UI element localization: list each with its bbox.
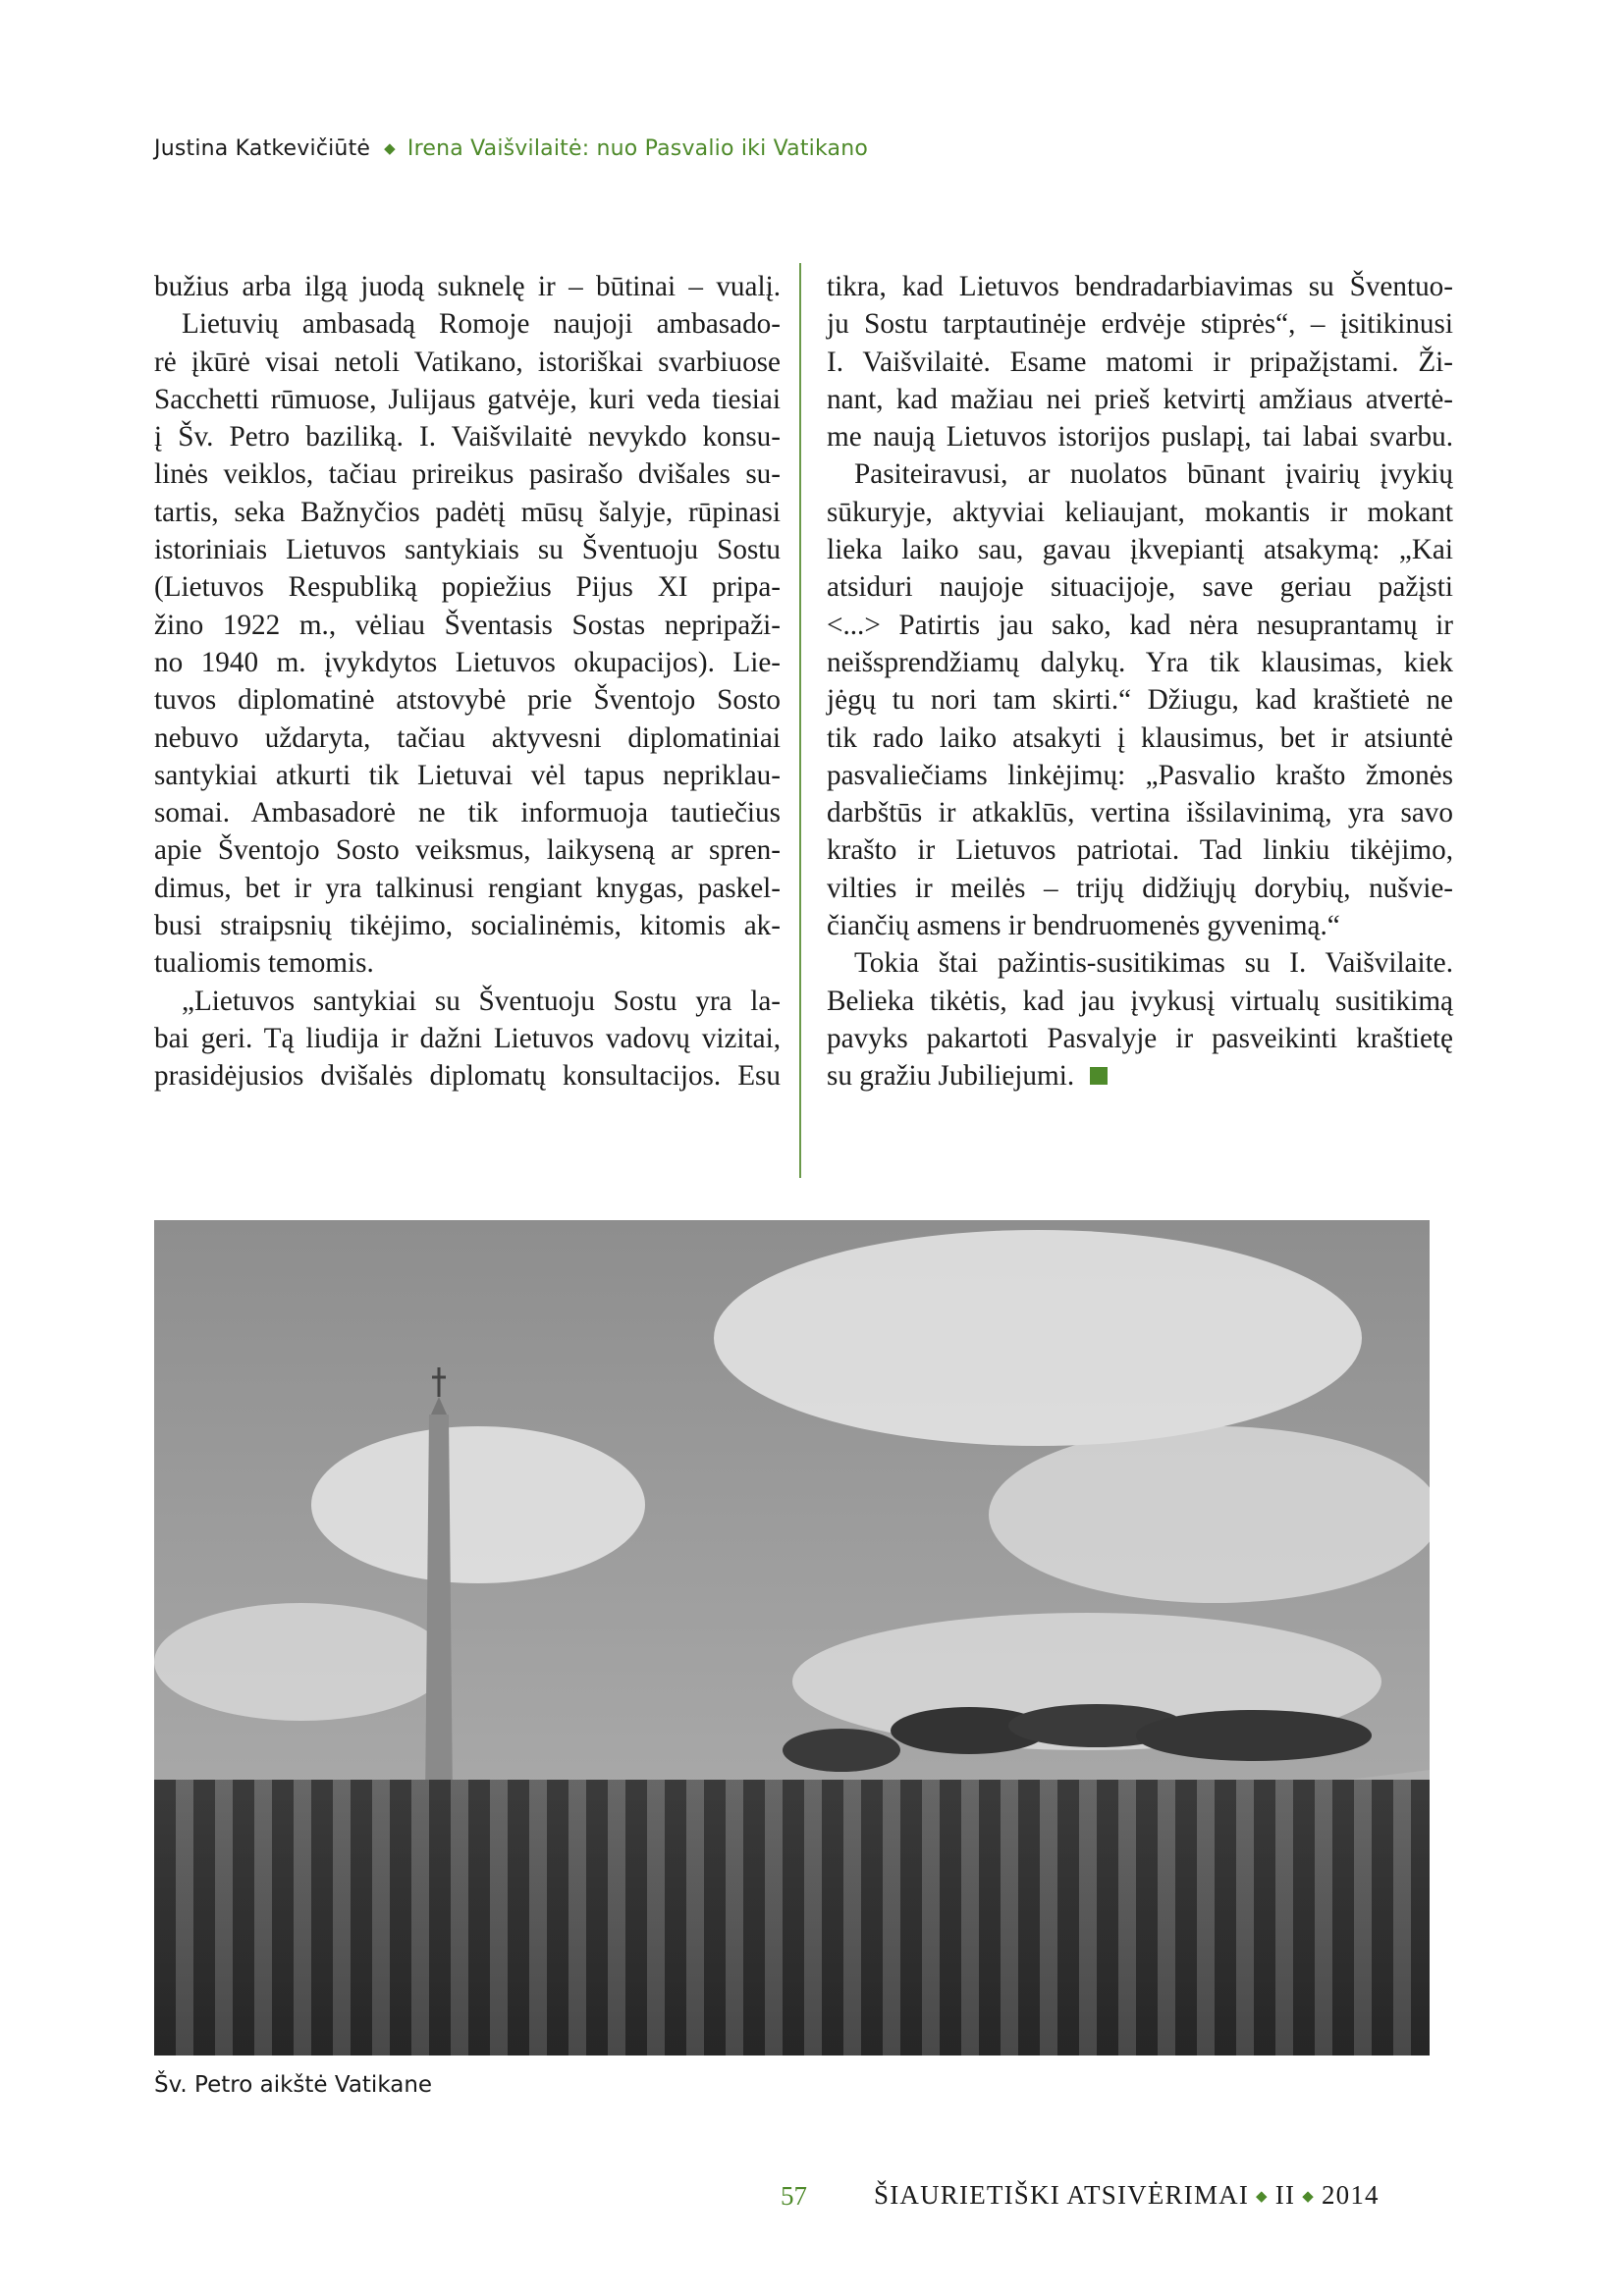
text-line: I. Vaišvilaitė. Esame matomi ir pripažįstami. Ži-	[827, 346, 1453, 378]
st-peters-square-photo	[154, 1220, 1430, 2056]
text-line: linės veiklos, tačiau prireikus pasirašo dvišales su-	[154, 458, 781, 491]
text-line: <...> Patirtis jau sako, kad nėra nesuprantamų ir	[827, 609, 1453, 641]
text-line: tartis, seka Bažnyčios padėtį mūsų šalyje, rūpinasi	[154, 496, 781, 528]
text-line: Lietuvių ambasadą Romoje naujoji ambasado-	[182, 308, 781, 341]
journal-issue: II	[1274, 2180, 1296, 2210]
diamond-icon: ◆	[384, 139, 396, 157]
text-line-final	[827, 1057, 1453, 1095]
text-line: Tokia štai pažintis-susitikimas su I. Vaišvilaite.	[854, 947, 1453, 980]
left-text-column	[154, 268, 781, 1095]
text-line: apie Šventojo Sosto veiksmus, laikyseną ar spren-	[154, 834, 781, 867]
text-line: į Šv. Petro baziliką. I. Vaišvilaitė nevykdo konsu-	[154, 421, 781, 454]
header-article-title: Irena Vaišvilaitė: nuo Pasvalio iki Vatikano	[406, 136, 868, 161]
text-line: pasvaliečiams linkėjimų: „Pasvalio krašto žmonės	[827, 759, 1453, 791]
text-line: tuvos diplomatinė atstovybė prie Šventojo Sosto	[154, 684, 781, 717]
text-line: nant, kad mažiau nei prieš ketvirtį amžiaus atvertė-	[827, 383, 1453, 415]
text-line: darbštūs ir atkaklūs, vertina išsilavinimą, yra savo	[827, 797, 1453, 829]
text-line: rė įkūrė visai netoli Vatikano, istoriškai svarbiuose	[154, 346, 781, 378]
text-line-content: su gražiu Jubiliejumi.	[827, 1060, 1075, 1093]
text-line: bai geri. Tą liudija ir dažni Lietuvos vadovų vizitai,	[154, 1022, 781, 1054]
text-line: sūkuryje, aktyviai keliaujant, mokantis ir mokant	[827, 496, 1453, 528]
running-header	[154, 136, 868, 161]
text-line: tikra, kad Lietuvos bendradarbiavimas su Šventuo-	[827, 271, 1453, 302]
figure-caption: Šv. Petro aikštė Vatikane	[154, 2072, 433, 2098]
text-line: jėgų tu nori tam skirti.“ Džiugu, kad kraštietė ne	[827, 684, 1453, 717]
text-line: Sacchetti rūmuose, Julijaus gatvėje, kuri veda tiesiai	[154, 383, 781, 415]
text-line: čiančių asmens ir bendruomenės gyvenimą.“	[827, 910, 1340, 942]
text-line: Pasiteiravusi, ar nuolatos būnant įvairių įvykių	[854, 458, 1453, 491]
text-line: ju Sostu tarptautinėje erdvėje stiprės“, – įsitikinusi	[827, 308, 1453, 341]
text-line: me naują Lietuvos istorijos puslapį, tai labai svarbu.	[827, 421, 1453, 454]
journal-footer	[874, 2180, 1380, 2211]
text-line: somai. Ambasadorė ne tik informuoja tautiečius	[154, 797, 781, 829]
right-text-column	[827, 268, 1453, 1095]
text-line: (Lietuvos Respubliką popiežius Pijus XI pripa-	[154, 571, 781, 604]
text-line: krašto ir Lietuvos patriotai. Tad linkiu tikėjimo,	[827, 834, 1453, 867]
text-line: busi straipsnių tikėjimo, socialinėmis, kitomis ak-	[154, 910, 781, 942]
text-line: istoriniais Lietuvos santykiais su Šventuoju Sostu	[154, 534, 781, 566]
text-line: vilties ir meilės – trijų didžiųjų dorybių, nušvie-	[827, 872, 1453, 904]
text-line: žino 1922 m., vėliau Šventasis Sostas nepripaži-	[154, 609, 781, 641]
text-line: bužius arba ilgą juodą suknelę ir – būtinai – vualį.	[154, 271, 781, 302]
journal-year: 2014	[1321, 2180, 1380, 2210]
text-line: lieka laiko sau, gavau įkvepiantį atsakymą: „Kai	[827, 534, 1453, 566]
diamond-icon: ◆	[1302, 2189, 1315, 2205]
diamond-icon: ◆	[1256, 2189, 1269, 2205]
end-of-article-square-icon	[1090, 1067, 1108, 1085]
header-author: Justina Katkevičiūtė	[154, 136, 371, 161]
page-number: 57	[781, 2181, 807, 2211]
rows-of-chairs	[154, 1780, 1430, 2056]
column-divider	[799, 263, 801, 1178]
text-line: prasidėjusios dvišalės diplomatų konsultacijos. Esu	[154, 1060, 781, 1093]
text-line: „Lietuvos santykiai su Šventuoju Sostu yra la-	[182, 985, 781, 1017]
text-line: no 1940 m. įvykdytos Lietuvos okupacijos). Lie-	[154, 646, 781, 678]
text-line: santykiai atkurti tik Lietuvai vėl tapus nepriklau-	[154, 759, 781, 791]
text-line: atsiduri naujoje situacijoje, save geriau pažįsti	[827, 571, 1453, 604]
text-line: neišsprendžiamų dalykų. Yra tik klausimas, kiek	[827, 646, 1453, 678]
journal-name: ŠIAURIETIŠKI ATSIVĖRIMAI	[874, 2180, 1250, 2210]
text-line: tik rado laiko atsakyti į klausimus, bet ir atsiuntė	[827, 721, 1453, 754]
text-line: Belieka tikėtis, kad jau įvykusį virtualų susitikimą	[827, 985, 1453, 1017]
text-line: tualiomis temomis.	[154, 947, 374, 980]
text-line: nebuvo uždaryta, tačiau aktyvesni diplomatiniai	[154, 721, 781, 754]
text-line: dimus, bet ir yra talkinusi rengiant knygas, paskel-	[154, 872, 781, 904]
text-line: pavyks pakartoti Pasvalyje ir pasveikinti kraštietę	[827, 1022, 1453, 1054]
